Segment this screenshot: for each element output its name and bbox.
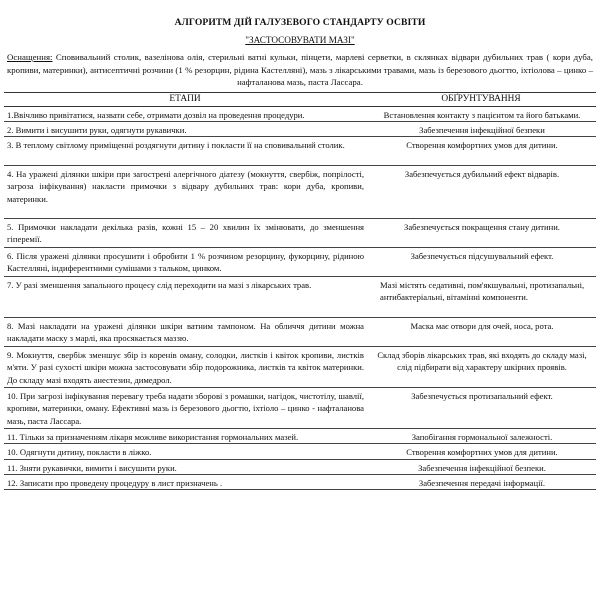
stage-cell: 7. У разі зменшення запального процесу слід переходити на мазі з лікарських трав.	[4, 277, 366, 318]
reason-cell: Забезпечується підсушувальний ефект.	[366, 248, 596, 277]
document-page	[0, 17, 600, 591]
reason-cell: Забезпечення інфекційної безпеки	[366, 121, 596, 136]
stage-cell: 11. Зняти рукавички, вимити і висушити руки.	[4, 459, 366, 474]
reason-cell: Забезпечується покращення стану дитини.	[366, 219, 596, 248]
table-row	[4, 474, 596, 489]
column-header-stages: ЕТАПИ	[4, 92, 366, 106]
reason-cell: Запобігання гормональної залежності.	[366, 429, 596, 444]
stage-cell: 6. Після ураженi дiлянки просушити і обробити 1 % розчином резорцину, фукорцину, рідиною Кастелляні, індиферентними сумішами з тальком, цинком.	[4, 248, 366, 277]
algorithm-table	[4, 92, 596, 490]
reason-cell: Забезпечується дубильний ефект відварів.	[366, 166, 596, 219]
stage-cell: 8. Мазі накладати на уражені ділянки шкіри ватним тампоном. На обличчя дитини можна накладати маску з марлі, яка просякається маззю.	[4, 318, 366, 347]
table-row	[4, 137, 596, 166]
stage-cell: 3. В теплому світлому приміщенні роздягнути дитину і покласти її на сповивальний столик.	[4, 137, 366, 166]
reason-cell: Створення комфортних умов для дитини.	[366, 444, 596, 459]
table-row	[4, 166, 596, 219]
document-subtitle: "ЗАСТОСОВУВАТИ МАЗІ"	[245, 35, 355, 45]
table-row	[4, 219, 596, 248]
equipment-label: Оснащення:	[7, 52, 53, 62]
table-row	[4, 459, 596, 474]
stage-cell: 2. Вимити і висушити руки, одягнути рукавички.	[4, 121, 366, 136]
reason-cell: Встановлення контакту з пацієнтом та його батьками.	[366, 106, 596, 121]
table-row	[4, 248, 596, 277]
stage-cell: 5. Примочки накладати декілька разів, кожні 15 – 20 хвилин їх змінювати, до зменшення гіперемії.	[4, 219, 366, 248]
table-row	[4, 444, 596, 459]
stage-cell: 12. Записати про проведену процедуру в лист призначень .	[4, 474, 366, 489]
stage-cell: 4. На ураженi дiлянки шкiри при загострені алергічного діатезу (мокнуття, свербіж, попрілості, загроза інфікування) накласти примочки з відвару дубильних трав: кори дуба, кропиви, материнки.	[4, 166, 366, 219]
column-header-reason: ОБҐРУНТУВАННЯ	[366, 92, 596, 106]
table-row	[4, 121, 596, 136]
table-header-row	[4, 92, 596, 106]
reason-cell: Забезпечення передачі інформації.	[366, 474, 596, 489]
reason-cell: Склад зборів лікарських трав, які входять до складу мазі, слід підбирати від характеру шкірних проявів.	[366, 347, 596, 388]
document-title: АЛГОРИТМ ДІЙ ГАЛУЗЕВОГО СТАНДАРТУ ОСВІТИ	[174, 17, 426, 28]
reason-cell: Забезпечення інфекційної безпеки.	[366, 459, 596, 474]
table-row	[4, 388, 596, 429]
table-row	[4, 277, 596, 318]
stage-cell: 9. Мокнуття, свербіж зменшує збір із коренів оману, солодки, листків і квіток кропиви, листків м'яти. У разі сухості шкіри можна застосовувати збір подорожника, листків та квіток материнки. До складу мазі входять анестезин, димедрол.	[4, 347, 366, 388]
stage-cell: 1.Ввічливо привітатися, назвати себе, отримати дозвіл на проведення процедури.	[4, 106, 366, 121]
stage-cell: 11. Тільки за призначенням лікаря можливе використання гормональних мазей.	[4, 429, 366, 444]
reason-cell: Маска має отвори для очей, носа, рота.	[366, 318, 596, 347]
equipment-paragraph	[7, 51, 593, 89]
table-row	[4, 429, 596, 444]
reason-cell: Забезпечується протизапальний ефект.	[366, 388, 596, 429]
stage-cell: 10. При загрозі інфікування перевагу треба надати зборові з ромашки, нагідок, чистотілу, шавлії, кропиви, материнки, оману. Ефективні мазь із березового дьогтю, іхтіоло – цинко - нафталанова мазь, паста Лассара.	[4, 388, 366, 429]
table-row	[4, 106, 596, 121]
table-row	[4, 318, 596, 347]
equipment-text: Сповивальний столик, вазелінова олія, стерильні ватні кульки, пінцети, марлеві серветки, в склянках відвари дубильних трав ( кори дуба, кропиви, материнки), антисептичні розчини (1 % резорцин, рідина Кастелляні), мазь з лікарськими травами, мазь із березового дьогтю, іхтіолова – цинко – нафталанова мазь, паста Лассара.	[7, 52, 593, 88]
reason-cell: Створення комфортних умов для дитини.	[366, 137, 596, 166]
stage-cell: 10. Одягнути дитину, покласти в ліжко.	[4, 444, 366, 459]
reason-cell: Мазі містять седативні, пом'якшувальні, протизапальні, антибактеріальні, вітамінні компоненти.	[366, 277, 596, 318]
table-row	[4, 347, 596, 388]
